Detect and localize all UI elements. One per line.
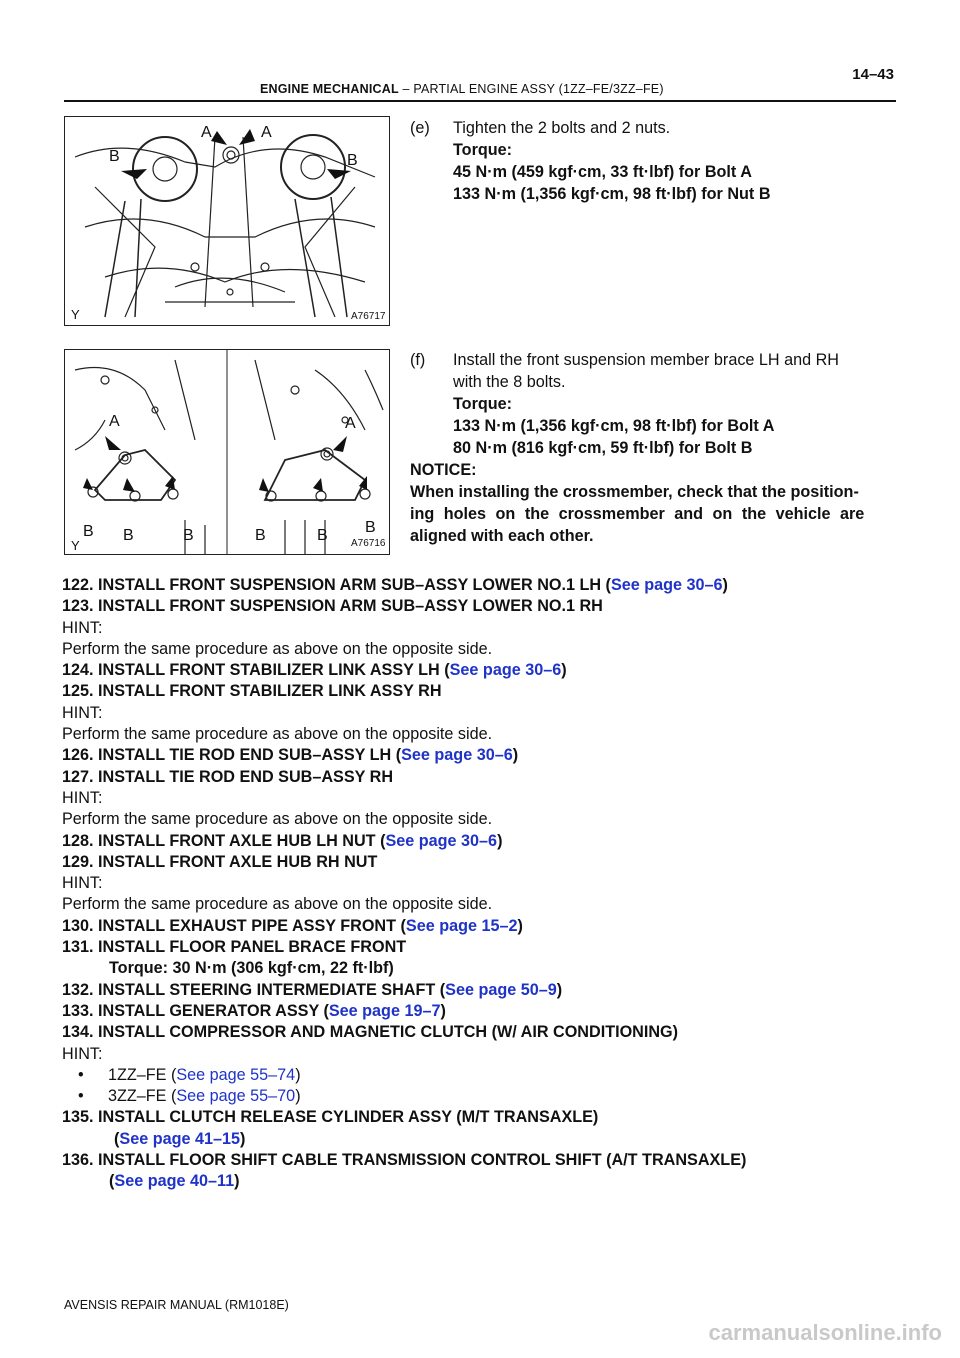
running-header bbox=[260, 82, 664, 96]
see-page-link[interactable]: See page 55–70 bbox=[176, 1087, 296, 1106]
procedure-list bbox=[62, 575, 746, 1193]
label-b-4: B bbox=[255, 527, 266, 544]
label-b-6: B bbox=[365, 519, 376, 536]
figure-crossmember-bolts bbox=[64, 116, 390, 326]
header-section: ENGINE MECHANICAL bbox=[260, 82, 399, 96]
header-subsection: PARTIAL ENGINE ASSY (1ZZ–FE/3ZZ–FE) bbox=[413, 82, 664, 96]
hint-label: HINT: bbox=[62, 874, 103, 893]
see-page-link[interactable]: See page 30–6 bbox=[401, 746, 513, 765]
see-page-link[interactable]: See page 30–6 bbox=[385, 831, 498, 850]
step-129: 129. INSTALL FRONT AXLE HUB RH NUT bbox=[62, 852, 378, 871]
see-page-link[interactable]: See page 30–6 bbox=[449, 661, 562, 680]
label-b-5: B bbox=[317, 527, 328, 544]
figure-mark: Y bbox=[71, 538, 80, 553]
hint-label: HINT: bbox=[62, 1044, 103, 1063]
hint-bullet-3zz: • 3ZZ–FE (See page 55–70) bbox=[62, 1086, 746, 1107]
hint-label: HINT: bbox=[62, 618, 103, 637]
brace-illustration bbox=[65, 350, 389, 554]
step-f-torque-2: 80 N·m (816 kgf·cm, 59 ft·lbf) for Bolt B bbox=[453, 439, 753, 457]
bullet-icon: • bbox=[78, 1087, 84, 1106]
step-f-marker: (f) bbox=[410, 351, 426, 369]
label-a-left: A bbox=[109, 413, 120, 430]
see-page-link[interactable]: See page 41–15 bbox=[119, 1129, 240, 1148]
notice-line3: aligned with each other. bbox=[410, 527, 594, 545]
step-f-torque-label: Torque: bbox=[453, 395, 513, 413]
header-rule bbox=[64, 100, 896, 102]
step-126: 126. INSTALL TIE ROD END SUB–ASSY LH (See page 30–6) bbox=[62, 746, 519, 765]
notice-label: NOTICE: bbox=[410, 461, 477, 479]
label-b-2: B bbox=[123, 527, 134, 544]
step-124: 124. INSTALL FRONT STABILIZER LINK ASSY LH (See page 30–6) bbox=[62, 661, 567, 680]
step-133: 133. INSTALL GENERATOR ASSY (See page 19–7) bbox=[62, 1001, 446, 1020]
step-135-ref: (See page 41–15) bbox=[114, 1129, 246, 1148]
hint-text: Perform the same procedure as above on the opposite side. bbox=[62, 725, 493, 744]
step-131-torque: Torque: 30 N·m (306 kgf·cm, 22 ft·lbf) bbox=[109, 959, 394, 978]
notice-line2: ing holes on the crossmember and on the vehicle are bbox=[410, 505, 865, 523]
page-number: 14–43 bbox=[852, 66, 894, 83]
crossmember-illustration bbox=[65, 117, 389, 325]
see-page-link[interactable]: See page 30–6 bbox=[610, 576, 723, 594]
label-a-left: A bbox=[201, 124, 212, 141]
step-127: 127. INSTALL TIE ROD END SUB–ASSY RH bbox=[62, 767, 394, 786]
footer-manual-id: AVENSIS REPAIR MANUAL (RM1018E) bbox=[64, 1298, 289, 1312]
label-b-left: B bbox=[109, 148, 120, 165]
hint-label: HINT: bbox=[62, 703, 103, 722]
step-f-line1: Install the front suspension member brace LH and RH bbox=[453, 351, 839, 369]
label-a-right: A bbox=[345, 415, 356, 432]
step-e-marker: (e) bbox=[410, 119, 430, 137]
label-a-right: A bbox=[261, 124, 272, 141]
step-135: 135. INSTALL CLUTCH RELEASE CYLINDER ASSY (M/T TRANSAXLE) bbox=[62, 1108, 599, 1127]
hint-text: Perform the same procedure as above on the opposite side. bbox=[62, 639, 493, 658]
watermark: carmanualsonline.info bbox=[708, 1320, 942, 1345]
see-page-link[interactable]: See page 50–9 bbox=[445, 980, 557, 999]
hint-label: HINT: bbox=[62, 788, 103, 807]
step-136: 136. INSTALL FLOOR SHIFT CABLE TRANSMISSION CONTROL SHIFT (A/T TRANSAXLE) bbox=[62, 1151, 747, 1170]
see-page-link[interactable]: See page 55–74 bbox=[176, 1065, 296, 1084]
step-f-line2: with the 8 bolts. bbox=[453, 373, 566, 391]
hint-text: Perform the same procedure as above on the opposite side. bbox=[62, 895, 493, 914]
bullet-icon: • bbox=[78, 1065, 84, 1084]
step-134: 134. INSTALL COMPRESSOR AND MAGNETIC CLUTCH (W/ AIR CONDITIONING) bbox=[62, 1023, 679, 1042]
step-136-ref: (See page 40–11) bbox=[109, 1172, 240, 1191]
step-128: 128. INSTALL FRONT AXLE HUB LH NUT (See page 30–6) bbox=[62, 831, 503, 850]
see-page-link[interactable]: See page 15–2 bbox=[405, 916, 518, 935]
header-separator: – bbox=[398, 82, 414, 96]
see-page-link[interactable]: See page 19–7 bbox=[328, 1001, 441, 1020]
label-b-right: B bbox=[347, 152, 358, 169]
step-e-torque-label: Torque: bbox=[453, 141, 513, 159]
figure-code: A76717 bbox=[351, 311, 386, 322]
figure-brace-bolts bbox=[64, 349, 390, 555]
figure-code: A76716 bbox=[351, 538, 386, 549]
step-122: 122. INSTALL FRONT SUSPENSION ARM SUB–ASSY LOWER NO.1 LH (See page 30–6) bbox=[62, 576, 728, 594]
step-132: 132. INSTALL STEERING INTERMEDIATE SHAFT (See page 50–9) bbox=[62, 980, 563, 999]
step-e-torque-2: 133 N·m (1,356 kgf·cm, 98 ft·lbf) for Nut B bbox=[453, 185, 771, 203]
label-b-1: B bbox=[83, 523, 94, 540]
step-f-torque-1: 133 N·m (1,356 kgf·cm, 98 ft·lbf) for Bolt A bbox=[453, 417, 775, 435]
see-page-link[interactable]: See page 40–11 bbox=[114, 1172, 235, 1191]
step-e-torque-1: 45 N·m (459 kgf·cm, 33 ft·lbf) for Bolt A bbox=[453, 163, 752, 181]
step-131: 131. INSTALL FLOOR PANEL BRACE FRONT bbox=[62, 938, 407, 957]
step-e-text: Tighten the 2 bolts and 2 nuts. bbox=[453, 119, 671, 137]
step-123: 123. INSTALL FRONT SUSPENSION ARM SUB–ASSY LOWER NO.1 RH bbox=[62, 597, 603, 616]
step-125: 125. INSTALL FRONT STABILIZER LINK ASSY RH bbox=[62, 682, 442, 701]
label-b-3: B bbox=[183, 527, 194, 544]
step-130: 130. INSTALL EXHAUST PIPE ASSY FRONT (See page 15–2) bbox=[62, 916, 523, 935]
figure-mark: Y bbox=[71, 307, 80, 322]
notice-line1: When installing the crossmember, check that the position- bbox=[410, 483, 859, 501]
hint-bullet-1zz: • 1ZZ–FE (See page 55–74) bbox=[62, 1065, 746, 1086]
hint-text: Perform the same procedure as above on the opposite side. bbox=[62, 810, 493, 829]
